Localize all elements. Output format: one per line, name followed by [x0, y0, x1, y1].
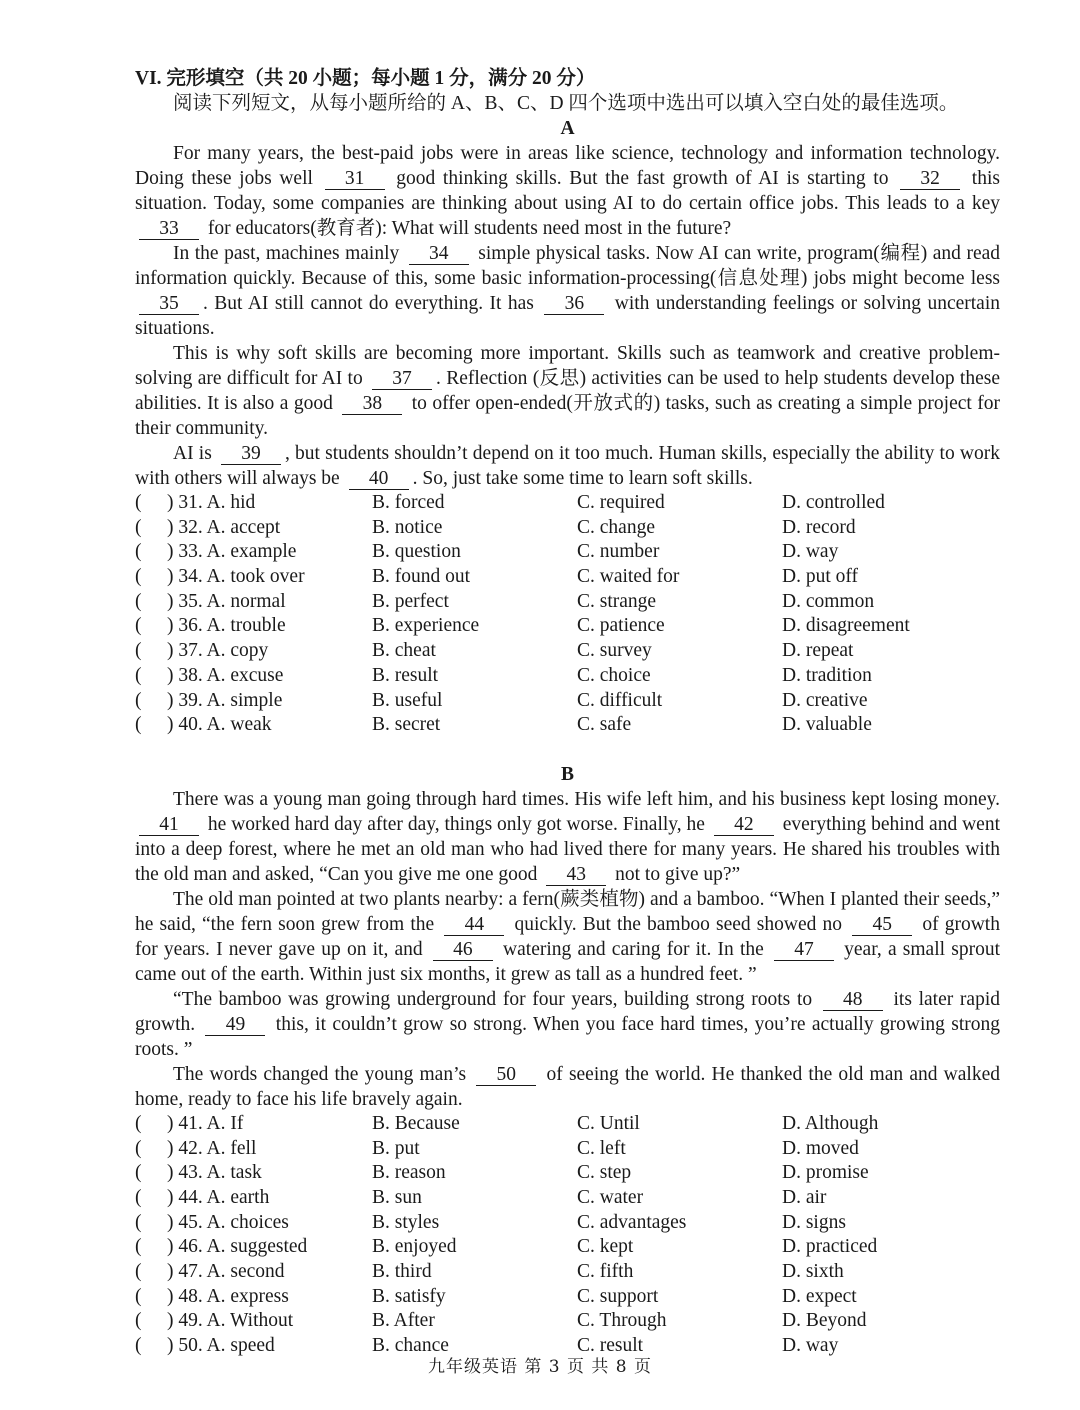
question-row	[135, 1309, 1000, 1334]
option-c: C. Until	[577, 1112, 640, 1134]
question-stem	[135, 1186, 372, 1211]
option-a: ) 48. A. express	[167, 1285, 289, 1307]
question-row	[135, 614, 1000, 639]
question-row	[135, 516, 1000, 541]
question-stem	[135, 713, 372, 738]
blank-35: 35	[139, 294, 199, 315]
question-row	[135, 1260, 1000, 1285]
passage-a-text	[135, 141, 1000, 491]
blank-44: 44	[444, 915, 504, 936]
answer-paren: (	[135, 492, 142, 513]
option-d: D. disagreement	[782, 615, 910, 637]
option-d: D. sixth	[782, 1261, 844, 1282]
blank-39: 39	[221, 444, 281, 465]
option-c: C. safe	[577, 714, 632, 736]
question-row	[135, 664, 1000, 689]
option-a: ) 39. A. simple	[167, 689, 283, 711]
option-d: D. expect	[782, 1285, 857, 1307]
answer-paren: (	[135, 590, 142, 612]
answer-paren: (	[135, 714, 142, 736]
answer-paren: (	[135, 1211, 142, 1233]
option-c: C. number	[577, 541, 660, 563]
text-segment: this, it couldn’t grow so strong. When you face hard times, you’re actually growing strong roots. ”	[135, 1013, 1000, 1060]
passage-b-options	[135, 1112, 1000, 1359]
text-segment: quickly. But the bamboo seed showed no	[508, 913, 849, 935]
blank-50: 50	[476, 1065, 536, 1086]
exam-page	[135, 66, 1000, 1359]
answer-paren: (	[135, 1236, 142, 1258]
text-segment: . So, just take some time to learn soft skills.	[412, 468, 753, 489]
blank-49: 49	[205, 1015, 265, 1036]
text-segment: , but students shouldn’t depend on it too much. Human skills, especially the ability to work with others will always be	[135, 443, 1000, 489]
paragraph	[135, 241, 1000, 341]
option-c: C. difficult	[577, 689, 663, 711]
blank-42: 42	[714, 815, 774, 836]
question-row	[135, 713, 1000, 738]
text-segment: There was a young man going through hard times. His wife left him, and his business kept losing money.	[173, 788, 1000, 810]
option-d: D. Although	[782, 1112, 879, 1134]
question-stem	[135, 491, 372, 516]
option-a: ) 34. A. took over	[167, 566, 305, 588]
question-stem	[135, 1285, 372, 1310]
option-c: C. support	[577, 1285, 659, 1307]
option-a: ) 38. A. excuse	[167, 664, 284, 686]
page-footer: 九年级英语 第 3 页 共 8 页	[427, 1357, 653, 1377]
text-segment: . Reflection (反思) activities can be used to help students develop these abilities. It is also a good	[135, 368, 1000, 414]
option-b: B. secret	[372, 714, 441, 736]
blank-31: 31	[325, 169, 385, 190]
option-d: D. repeat	[782, 640, 854, 662]
option-c: C. patience	[577, 615, 665, 637]
text-segment: to offer open-ended(开放式的) tasks, such as creating a simple project for their community.	[135, 393, 1000, 439]
paragraph	[135, 987, 1000, 1062]
text-segment: of growth for years. I never gave up on it, and	[135, 913, 1000, 960]
passage-label: A	[560, 118, 575, 139]
paragraph	[135, 1062, 1000, 1112]
option-b: B. result	[372, 664, 439, 686]
option-b: B. third	[372, 1261, 432, 1282]
blank-48: 48	[823, 990, 883, 1011]
option-b: B. enjoyed	[372, 1236, 457, 1258]
answer-paren: (	[135, 640, 142, 662]
question-row	[135, 491, 1000, 516]
option-d: D. controlled	[782, 492, 885, 513]
question-row	[135, 1112, 1000, 1137]
option-c: C. step	[577, 1162, 632, 1184]
question-stem	[135, 565, 372, 590]
option-d: D. way	[782, 1335, 839, 1357]
text-segment: AI is	[173, 443, 217, 464]
option-a: ) 37. A. copy	[167, 640, 269, 662]
option-c: C. waited for	[577, 566, 680, 588]
answer-paren: (	[135, 516, 142, 538]
paragraph	[135, 787, 1000, 887]
option-a: ) 47. A. second	[167, 1261, 285, 1282]
text-segment: year, a small sprout came out of the earth. Within just six months, it grew as tall as a hundred feet. ”	[135, 938, 1000, 985]
text-segment: not to give up?”	[610, 863, 741, 885]
blank-40: 40	[349, 469, 409, 490]
option-d: D. moved	[782, 1137, 859, 1159]
answer-paren: (	[135, 566, 142, 588]
option-a: ) 32. A. accept	[167, 516, 281, 538]
blank-47: 47	[774, 940, 834, 961]
text-segment: for educators(教育者): What will students need most in the future?	[203, 218, 732, 239]
passage-a	[135, 116, 1000, 738]
option-a: ) 45. A. choices	[167, 1211, 289, 1233]
text-segment: This is why soft skills are becoming more important. Skills such as teamwork and creative problem-solving are difficult for AI to	[135, 343, 1000, 389]
answer-paren: (	[135, 1285, 142, 1307]
text-segment: of seeing the world. He thanked the old man and walked home, ready to face his life bravely again.	[135, 1063, 1000, 1110]
option-d: D. Beyond	[782, 1310, 867, 1332]
option-b: B. After	[372, 1310, 435, 1332]
question-stem	[135, 1112, 372, 1137]
option-b: B. experience	[372, 615, 480, 637]
text-segment: good thinking skills. But the fast growth of AI is starting to	[388, 168, 897, 189]
option-a: ) 31. A. hid	[167, 492, 256, 513]
question-row	[135, 590, 1000, 615]
option-c: C. choice	[577, 664, 651, 686]
option-d: D. promise	[782, 1162, 869, 1184]
question-row	[135, 1235, 1000, 1260]
blank-38: 38	[342, 394, 402, 415]
question-stem	[135, 516, 372, 541]
question-stem	[135, 1235, 372, 1260]
answer-paren: (	[135, 1112, 142, 1134]
answer-paren: (	[135, 664, 142, 686]
option-a: ) 50. A. speed	[167, 1335, 275, 1357]
answer-paren: (	[135, 1137, 142, 1159]
question-stem	[135, 664, 372, 689]
option-d: D. tradition	[782, 664, 872, 686]
option-c: C. change	[577, 516, 655, 538]
option-d: D. valuable	[782, 714, 872, 736]
answer-paren: (	[135, 1186, 142, 1208]
option-c: C. Through	[577, 1310, 667, 1332]
question-row	[135, 540, 1000, 565]
passage-a-options	[135, 491, 1000, 738]
passage-label: B	[560, 763, 574, 785]
option-b: B. styles	[372, 1211, 440, 1233]
question-stem	[135, 614, 372, 639]
blank-36: 36	[544, 294, 604, 315]
option-a: ) 36. A. trouble	[167, 615, 286, 637]
option-a: ) 43. A. task	[167, 1162, 262, 1184]
question-stem	[135, 590, 372, 615]
option-d: D. creative	[782, 689, 868, 711]
option-a: ) 46. A. suggested	[167, 1236, 308, 1258]
section-title: VI. 完形填空（共 20 小题；每小题 1 分，满分 20 分）	[135, 68, 596, 89]
blank-34: 34	[409, 244, 469, 265]
option-c: C. water	[577, 1186, 644, 1208]
text-segment: The old man pointed at two plants nearby: a fern(蕨类植物) and a bamboo. “When I planted their seeds,” he said, “the fern soon grew from the	[135, 888, 1000, 935]
question-row	[135, 639, 1000, 664]
text-segment: with understanding feelings or solving uncertain situations.	[135, 293, 1000, 339]
question-stem	[135, 639, 372, 664]
text-segment: “The bamboo was growing underground for four years, building strong roots to	[173, 988, 819, 1010]
blank-45: 45	[852, 915, 912, 936]
blank-46: 46	[433, 940, 493, 961]
passage-b	[135, 762, 1000, 1359]
answer-paren: (	[135, 541, 142, 563]
question-stem	[135, 1211, 372, 1236]
option-a: ) 40. A. weak	[167, 714, 272, 736]
passage-b-text	[135, 787, 1000, 1112]
option-a: ) 44. A. earth	[167, 1186, 270, 1208]
option-a: ) 42. A. fell	[167, 1137, 257, 1159]
option-c: C. survey	[577, 640, 652, 662]
option-d: D. put off	[782, 566, 859, 588]
question-stem	[135, 1161, 372, 1186]
question-stem	[135, 1137, 372, 1162]
option-c: C. left	[577, 1137, 626, 1159]
blank-32: 32	[900, 169, 960, 190]
text-segment: he worked hard day after day, things only got worse. Finally, he	[203, 813, 710, 835]
question-row	[135, 565, 1000, 590]
question-row	[135, 1137, 1000, 1162]
option-b: B. satisfy	[372, 1285, 446, 1307]
question-stem	[135, 540, 372, 565]
question-row	[135, 1285, 1000, 1310]
option-c: C. result	[577, 1335, 644, 1357]
option-c: C. required	[577, 492, 665, 513]
question-stem	[135, 1309, 372, 1334]
option-c: C. advantages	[577, 1211, 687, 1233]
option-b: B. perfect	[372, 590, 449, 612]
text-segment: The words changed the young man’s	[173, 1063, 473, 1085]
text-segment: this situation. Today, some companies are thinking about using AI to do certain office jobs. This leads to a key	[135, 168, 1000, 214]
option-c: C. fifth	[577, 1261, 634, 1282]
question-row	[135, 1161, 1000, 1186]
answer-paren: (	[135, 1310, 142, 1332]
question-stem	[135, 689, 372, 714]
option-b: B. found out	[372, 566, 471, 588]
option-b: B. cheat	[372, 640, 436, 662]
paragraph	[135, 441, 1000, 491]
answer-paren: (	[135, 615, 142, 637]
option-c: C. kept	[577, 1236, 634, 1258]
text-segment: . But AI still cannot do everything. It has	[203, 293, 541, 314]
option-a: ) 41. A. If	[167, 1112, 244, 1134]
question-row	[135, 1211, 1000, 1236]
text-segment: everything behind and went into a deep forest, where he met an old man who had lived there for many years. He shared his troubles with the old man and asked, “Can you give me one good	[135, 813, 1001, 885]
option-a: ) 35. A. normal	[167, 590, 286, 612]
blank-43: 43	[546, 865, 606, 886]
option-b: B. Because	[372, 1112, 460, 1134]
option-b: B. reason	[372, 1162, 446, 1184]
answer-paren: (	[135, 689, 142, 711]
option-b: B. sun	[372, 1186, 422, 1208]
text-segment: For many years, the best-paid jobs were in areas like science, technology and information technology. Doing these jobs well	[135, 143, 1000, 189]
option-d: D. way	[782, 541, 839, 563]
question-row	[135, 1186, 1000, 1211]
option-b: B. notice	[372, 516, 443, 538]
blank-37: 37	[372, 369, 432, 390]
text-segment: watering and caring for it. In the	[496, 938, 770, 960]
option-d: D. common	[782, 590, 875, 612]
text-segment: its later rapid growth.	[135, 988, 1000, 1035]
question-stem	[135, 1260, 372, 1285]
section-instruction: 阅读下列短文，从每小题所给的 A、B、C、D 四个选项中选出可以填入空白处的最佳选项。	[173, 93, 959, 114]
option-b: B. chance	[372, 1335, 449, 1357]
paragraph	[135, 341, 1000, 441]
option-b: B. question	[372, 541, 461, 563]
question-row	[135, 689, 1000, 714]
answer-paren: (	[135, 1261, 142, 1282]
answer-paren: (	[135, 1335, 142, 1357]
paragraph	[135, 141, 1000, 241]
option-a: ) 49. A. Without	[167, 1310, 294, 1332]
paragraph	[135, 887, 1000, 987]
text-segment: In the past, machines mainly	[173, 243, 405, 264]
option-d: D. air	[782, 1186, 827, 1208]
answer-paren: (	[135, 1162, 142, 1184]
blank-41: 41	[139, 815, 199, 836]
option-d: D. signs	[782, 1211, 846, 1233]
option-d: D. practiced	[782, 1236, 878, 1258]
option-a: ) 33. A. example	[167, 541, 297, 563]
option-d: D. record	[782, 516, 856, 538]
option-c: C. strange	[577, 590, 657, 612]
blank-33: 33	[139, 219, 199, 240]
text-segment: simple physical tasks. Now AI can write, program(编程) and read information quickly. Because of this, some basic information-processing(信息处理) jobs might become less	[135, 243, 1001, 289]
option-b: B. useful	[372, 689, 443, 711]
option-b: B. put	[372, 1137, 420, 1159]
option-b: B. forced	[372, 492, 445, 513]
